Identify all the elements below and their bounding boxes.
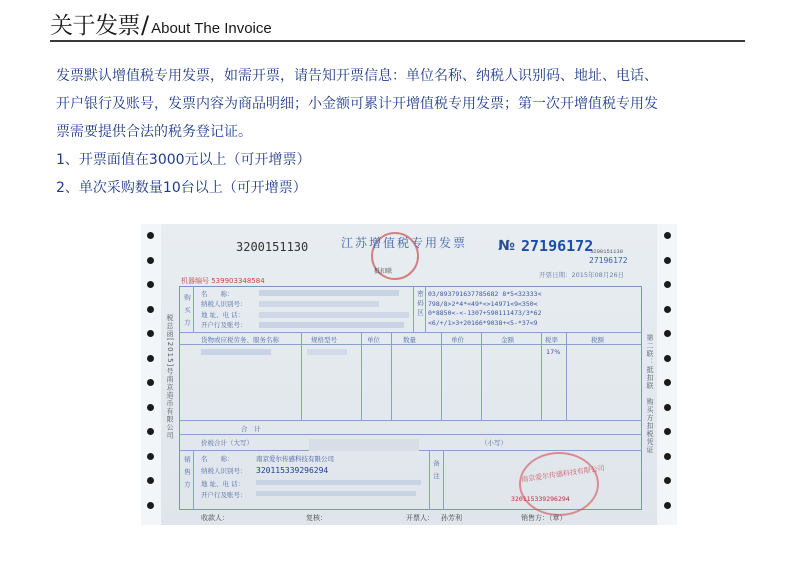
tractor-hole: [664, 330, 671, 337]
tractor-hole: [147, 428, 154, 435]
buyer-address-label: 地 址、电 话：: [201, 311, 245, 319]
tractor-hole: [147, 306, 154, 313]
side-print-right: 第二联：抵扣联 购买方扣税凭证: [646, 334, 654, 454]
section-header: [50, 7, 272, 40]
tractor-hole: [664, 379, 671, 386]
table-divider: [541, 332, 542, 420]
tractor-hole: [664, 232, 671, 239]
buyer-bank-label: 开户行及账号：: [201, 321, 247, 329]
tractor-hole: [664, 477, 671, 484]
tractor-hole: [147, 477, 154, 484]
tractor-hole: [664, 281, 671, 288]
table-divider: [179, 332, 642, 333]
col-header-qty: 数量: [403, 336, 416, 344]
buyer-address-redacted: [259, 312, 409, 318]
tractor-hole: [664, 502, 671, 509]
note-item-2: 2、单次采购数量10台以上（可开增票）: [56, 180, 307, 196]
buyer-taxid-redacted: [259, 301, 379, 307]
tractor-hole: [664, 355, 671, 362]
item-name-redacted: [201, 349, 271, 355]
buyer-taxid-label: 纳税人识别号：: [201, 300, 247, 308]
sum-label: 合 计: [241, 425, 261, 433]
table-divider: [301, 332, 302, 420]
invoice-number-small: 27196172: [589, 256, 628, 265]
tractor-hole: [147, 257, 154, 264]
tractor-hole: [147, 281, 154, 288]
remark-label: 备注: [432, 460, 440, 485]
tractor-hole: [147, 330, 154, 337]
seller-taxid-label: 纳税人识别号：: [201, 467, 247, 475]
invoice-notes: [56, 62, 736, 202]
seller-bank-redacted: [256, 491, 416, 496]
item-spec-redacted: [307, 349, 347, 355]
table-divider: [391, 332, 392, 420]
company-seal-text: 南京爱尔传感科技有限公司: [520, 464, 606, 484]
col-header-amount: 金额: [501, 336, 514, 344]
side-print-left: 税总函[2015]号南京造币有限公司: [166, 314, 174, 440]
col-header-unit: 单位: [367, 336, 380, 344]
small-label: （小写）: [481, 439, 507, 447]
seller-address-label: 地 址、电 话：: [201, 480, 245, 488]
note-line: 发票默认增值税专用发票，如需开票，请告知开票信息：单位名称、纳税人识别码、地址、电话、: [56, 68, 658, 84]
seller-name: 南京爱尔传感科技有限公司: [256, 455, 334, 463]
seller-address-redacted: [256, 480, 421, 485]
seller-tax-id: 320115339296294: [256, 466, 329, 475]
tractor-hole: [147, 232, 154, 239]
buyer-name-label: 名 称：: [201, 290, 234, 298]
drawer-name: 孙芳利: [441, 514, 462, 522]
company-seal: [519, 452, 599, 516]
table-divider: [179, 344, 642, 345]
buyer-label: 购买方: [183, 294, 191, 332]
table-divider: [566, 332, 567, 420]
drawer-label: 开票人：: [406, 514, 434, 522]
tractor-hole: [147, 453, 154, 460]
table-divider: [179, 420, 642, 421]
note-line: 开户银行及账号，发票内容为商品明细；小金额可累计开增值税专用发票；第一次开增值税专用发: [56, 96, 658, 112]
copy-label: 抵扣联: [374, 268, 393, 275]
table-divider: [441, 332, 442, 420]
tractor-hole: [664, 428, 671, 435]
table-divider: [193, 286, 194, 332]
note-line: 票需要提供合法的税务登记证。: [56, 124, 252, 140]
invoice-code: 3200151130: [236, 240, 309, 254]
total-uppercase-redacted: [309, 439, 419, 451]
buyer-bank-redacted: [259, 322, 404, 328]
table-divider: [481, 332, 482, 420]
cipher-line: 798/8>2*4*<49*<>14971<9<350<: [428, 299, 538, 308]
tractor-hole: [147, 355, 154, 362]
seller-label: 销售方: [183, 456, 191, 494]
invoice-photo: [141, 224, 677, 525]
header-slash: /: [141, 11, 150, 39]
machine-number: 机器编号 539903348584: [181, 277, 265, 285]
table-divider: [443, 450, 444, 510]
issue-date: 开票日期：2015年08月26日: [539, 271, 625, 279]
item-tax-rate: 17%: [546, 348, 561, 356]
col-header-price: 单价: [451, 336, 464, 344]
tractor-hole: [664, 453, 671, 460]
seller-seal-label: 销售方：（章）: [521, 514, 567, 522]
number-symbol: №: [498, 238, 515, 254]
table-divider: [179, 434, 642, 435]
tractor-hole: [147, 379, 154, 386]
table-divider: [193, 450, 194, 510]
table-divider: [425, 286, 426, 332]
header-title-zh: 关于发票: [50, 13, 140, 39]
header-divider: [50, 40, 745, 42]
header-title-en: About The Invoice: [151, 20, 272, 37]
payee-label: 收款人：: [201, 514, 229, 522]
table-divider: [361, 332, 362, 420]
tractor-hole: [147, 502, 154, 509]
col-header-spec: 规格型号: [311, 336, 337, 344]
col-header-rate: 税率: [545, 336, 558, 344]
buyer-name-redacted: [259, 290, 399, 296]
cipher-area: [428, 290, 542, 328]
table-divider: [413, 286, 414, 332]
tractor-hole: [664, 257, 671, 264]
reviewer-label: 复核：: [306, 514, 327, 522]
invoice-title: 江苏增值税专用发票: [341, 236, 468, 250]
tractor-hole: [664, 306, 671, 313]
cipher-line: <6/+/1>3+20166*9038+<5-*37<9: [428, 318, 538, 327]
total-label: 价税合计（大写）: [201, 439, 253, 447]
cipher-line: 03/893791637785682 8*5<32333<: [428, 290, 542, 298]
seller-bank-label: 开户行及账号：: [201, 491, 247, 499]
tractor-hole: [664, 404, 671, 411]
tractor-hole: [147, 404, 154, 411]
col-header-tax: 税额: [591, 336, 604, 344]
cipher-line: 0*8850<-<-1307+590111473/3*62: [428, 309, 542, 317]
invoice-number: 27196172: [521, 237, 594, 255]
seller-name-label: 名 称：: [201, 455, 234, 463]
company-seal-number: 320115339296294: [511, 495, 570, 503]
table-divider: [429, 450, 430, 510]
cipher-label: 密码区: [416, 290, 424, 319]
invoice-code-small: 3200151130: [590, 248, 624, 255]
col-header-item: 货物或应税劳务、服务名称: [201, 336, 279, 344]
note-item-1: 1、开票面值在3000元以上（可开增票）: [56, 152, 311, 168]
